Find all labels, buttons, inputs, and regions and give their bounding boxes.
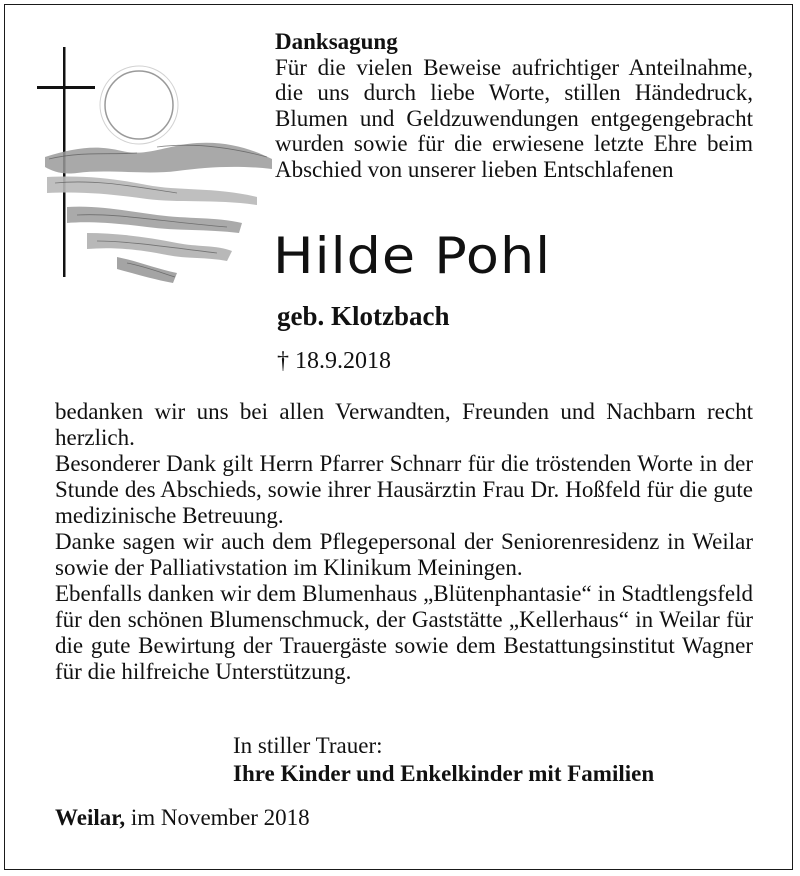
notice-frame — [4, 4, 793, 870]
thanks-paragraph: Besonderer Dank gilt Herrn Pfarrer Schnarr für die tröstenden Worte in der Stunde des Abschieds, sowie ihrer Hausärztin Frau Dr. Hoßfeld für die gute medizinische Betreuung. — [55, 451, 753, 528]
place: Weilar, — [55, 805, 126, 830]
closing-block — [233, 732, 654, 788]
mourning-label: In stiller Trauer: — [233, 733, 383, 758]
thanks-body — [55, 399, 753, 685]
notice-heading: Danksagung — [275, 29, 398, 54]
thanks-paragraph: bedanken wir uns bei allen Verwandten, Freunden und Nachbarn recht herzlich. — [55, 399, 753, 450]
date: im November 2018 — [130, 805, 310, 830]
death-date: † 18.9.2018 — [277, 348, 391, 374]
sun-icon — [105, 71, 173, 139]
intro-block — [275, 29, 753, 182]
deceased-name: Hilde Pohl — [273, 227, 552, 285]
thanks-paragraph: Ebenfalls danken wir dem Blumenhaus „Blütenphantasie“ in Stadtlengsfeld für den schönen Blumenschmuck, der Gaststätte „Kellerhaus“ in Weilar für die gute Bewirtung der Trauergäste sowie dem Bestattungsinstitut Wagner für die hilfreiche Unterstützung. — [55, 581, 753, 684]
birth-name: geb. Klotzbach — [277, 301, 450, 331]
thanks-paragraph: Danke sagen wir auch dem Pflegepersonal der Seniorenresidenz in Weilar sowie der Palliativstation im Klinikum Meiningen. — [55, 529, 753, 580]
intro-text: Für die vielen Beweise aufrichtiger Anteilnahme, die uns durch liebe Worte, stillen Händedruck, Blumen und Geldzuwendungen entgegengebracht wurden sowie für die erwiesene letzte Ehre beim Abschied von unserer lieben Entschlafenen — [275, 54, 753, 182]
dateline — [55, 805, 310, 831]
signers: Ihre Kinder und Enkelkinder mit Familien — [233, 761, 655, 786]
cross-landscape-illustration — [27, 47, 277, 292]
